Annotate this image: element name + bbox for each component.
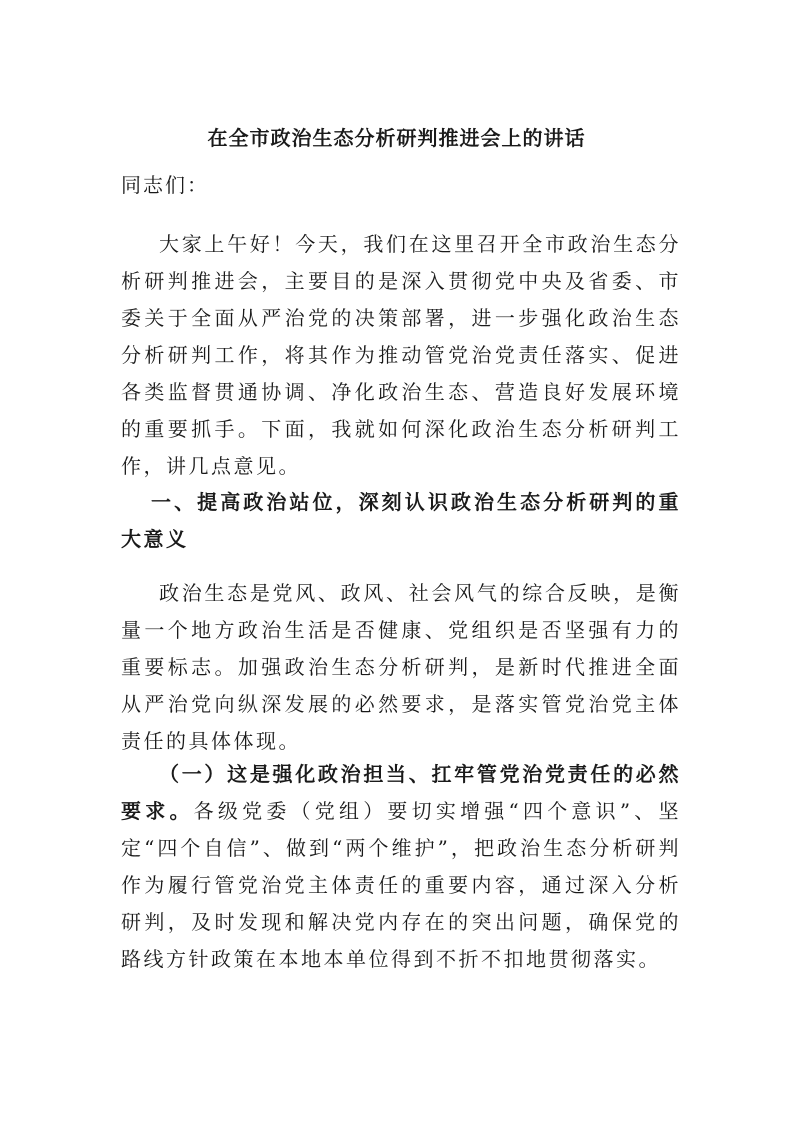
subsection-1-body: 各级党委（党组）要切实增强“四个意识”、坚定“四个自信”、做到“两个维护”，把政治生态分析研判作为履行管党治党主体责任的重要内容，通过深入分析研判，及时发现和解决党内存在的突出问题，确保党的路线方针政策在本地本单位得到不折不扣地贯彻落实。	[121, 799, 682, 971]
document-title: 在全市政治生态分析研判推进会上的讲话	[207, 126, 586, 150]
salutation: 同志们：	[121, 173, 209, 197]
intro-paragraph: 大家上午好！今天，我们在这里召开全市政治生态分析研判推进会，主要目的是深入贯彻党中央及省委、市委关于全面从严治党的决策部署，进一步强化政治生态分析研判工作，将其作为推动管党治党责任落实、促进各类监督贯通协调、净化政治生态、营造良好发展环境的重要抓手。下面，我就如何深化政治生态分析研判工作，讲几点意见。	[121, 232, 681, 478]
section-1-heading: 一、提高政治站位，深刻认识政治生态分析研判的重大意义	[121, 490, 681, 551]
section-1-paragraph: 政治生态是党风、政风、社会风气的综合反映，是衡量一个地方政治生活是否健康、党组织是否坚强有力的重要标志。加强政治生态分析研判，是新时代推进全面从严治党向纵深发展的必然要求，是落实管党治党主体责任的具体体现。	[121, 581, 681, 753]
subsection-1-lead: （一）这是强化政治担当、扛牢管党治党责任的必然要求。	[121, 762, 681, 823]
subsection-1-paragraph	[121, 756, 681, 978]
